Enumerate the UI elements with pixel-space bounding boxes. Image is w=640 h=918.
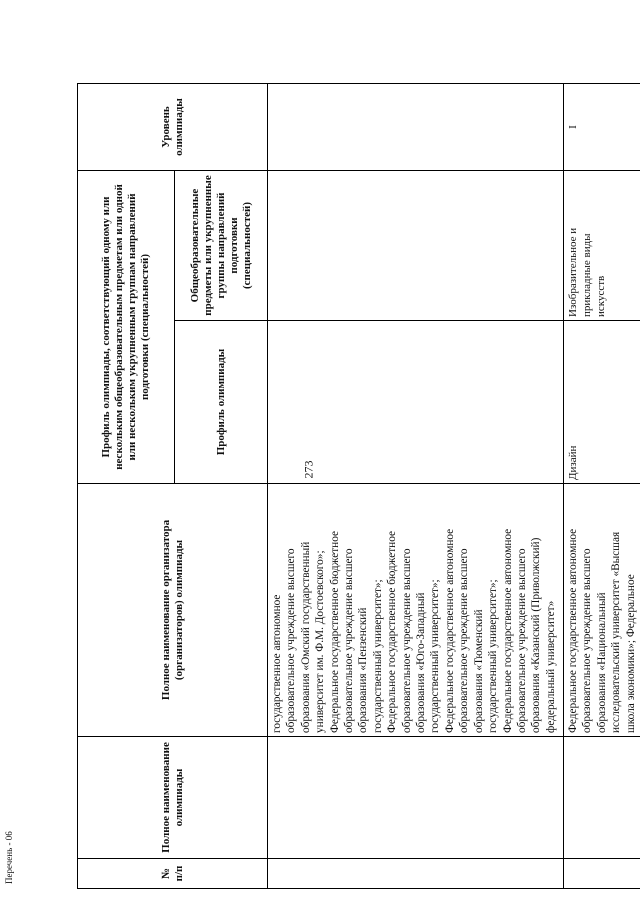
header-organizer: Полное наименование организатора (организаторов) олимпиады [78,484,268,737]
header-olympiad-name: Полное наименование олимпиады [78,737,268,859]
table-row [564,84,640,889]
organizer-line: Федеральное государственное бюджетное [328,530,341,733]
organizer-line: образовательное учреждение высшего [285,548,298,733]
cell-profile: Дизайн [564,321,640,484]
cell-level [268,84,564,171]
cell-num [564,859,640,889]
header-num: № п/п [78,859,268,889]
organizer-line: федеральный университет» [544,600,557,733]
olympiad-table [77,83,640,889]
document-table-frame [77,84,637,889]
organizer-line: государственный университет»; [371,579,384,733]
organizer-line: образовательное учреждение высшего [515,548,528,733]
organizer-line: образовательное учреждение высшего [458,548,471,733]
organizer-line: государственный университет»; [429,579,442,733]
organizer-line: образования «Казанский (Приволжский) [530,537,543,733]
organizer-line: государственный университет»; [487,579,500,733]
cell-num [268,859,564,889]
cell-subjects [268,171,564,321]
page-number: 273 [301,460,316,479]
cell-subjects [564,171,640,321]
organizer-line: университет им. Ф.М. Достоевского»; [314,550,327,733]
header-profile: Профиль олимпиады [175,321,268,484]
organizer-line: Федеральное государственное автономное [501,528,514,733]
header-subjects: Общеобразовательные предметы или укрупненные группы направлений подготовки (специальностей) [175,171,268,321]
cell-organizer [268,484,564,737]
header-profile-group: Профиль олимпиады, соответствующий одному или нескольким общеобразовательным предметам или одной или нескольким укрупненным группам направлений подготовки (специальностей) [78,171,175,484]
cell-profile [268,321,564,484]
organizer-line: государственное автономное [271,594,283,733]
table-row [268,84,564,889]
cell-olympiad-name [564,737,640,859]
cell-organizer [564,484,640,737]
organizer-line: образования «Омский государственный [299,541,312,733]
organizer-line: образования «Пензенский [357,607,370,733]
organizer-line: образования «Тюменский [472,609,485,733]
subjects-line: прикладные виды [581,233,593,317]
organizer-line: исследовательский университет «Высшая [610,531,623,733]
organizer-line: образовательное учреждение высшего [581,548,594,733]
organizer-line: образовательное учреждение высшего [343,548,356,733]
header-row-1 [78,84,175,889]
subjects-line: Изобразительное и [567,227,579,317]
organizer-line: школа экономики»; Федеральное [624,574,637,733]
organizer-line: образования «Национальный [595,592,608,733]
organizer-line: образовательное учреждение высшего [400,548,413,733]
subjects-line: искусств [595,275,607,317]
cell-level: I [564,84,640,171]
footer-label: Перечень - 06 [4,831,14,884]
cell-olympiad-name [268,737,564,859]
header-level: Уровень олимпиады [78,84,268,171]
organizer-line: Федеральное государственное автономное [443,528,456,733]
organizer-line: Федеральное государственное автономное [567,528,579,733]
organizer-line: образования «Юго-Западный [415,592,428,733]
organizer-line: Федеральное государственное бюджетное [386,530,399,733]
